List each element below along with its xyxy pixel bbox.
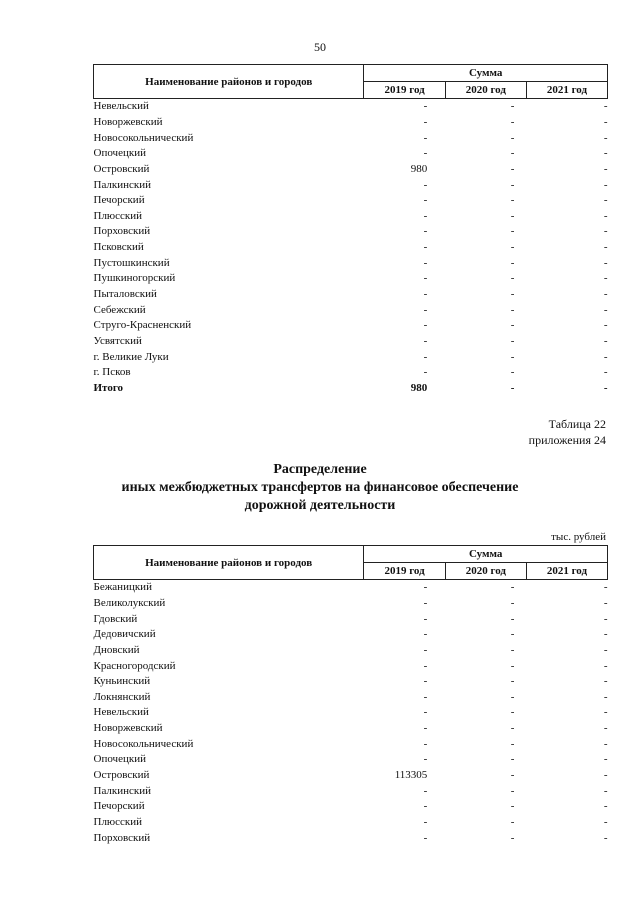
value-2021: - [603, 737, 608, 750]
value-2020: - [510, 162, 515, 175]
value-2020: - [510, 100, 515, 113]
district-name: Пустошкинский [93, 256, 170, 269]
table-body [94, 580, 608, 846]
value-2020: - [510, 831, 515, 844]
value-2020: - [510, 334, 515, 347]
value-2019: - [423, 100, 428, 113]
value-2021: - [603, 131, 608, 144]
total-row [94, 381, 608, 397]
value-2019: - [423, 366, 428, 379]
value-2021: - [603, 769, 608, 781]
district-name: Новосокольнический [93, 737, 194, 750]
value-2021: - [603, 319, 608, 332]
district-name: Пыталовский [93, 288, 157, 300]
value-2020: - [510, 706, 515, 719]
value-2021: - [603, 381, 608, 394]
value-2020: - [510, 612, 515, 625]
table-row [94, 162, 608, 178]
table-row [94, 318, 608, 334]
value-2021: - [603, 100, 608, 113]
unit-label: тыс. рублей [551, 531, 606, 543]
column-header-2021: 2021 год [526, 563, 607, 580]
value-2020: - [510, 366, 515, 379]
value-2019: - [423, 706, 428, 719]
column-header-2020: 2020 год [445, 563, 526, 580]
value-2021: - [603, 115, 608, 128]
value-2019: - [423, 800, 428, 813]
district-name: Псковский [93, 241, 144, 254]
value-2019: - [423, 115, 428, 128]
district-name: Островский [93, 162, 150, 175]
value-2020: - [510, 178, 515, 191]
value-2021: - [603, 628, 608, 641]
district-name: Печорский [93, 800, 145, 813]
table-number: Таблица 22 [548, 417, 606, 431]
value-2020: - [510, 272, 515, 285]
value-2019: - [423, 334, 428, 347]
district-name: Плюсский [93, 209, 143, 222]
value-2020: - [510, 784, 515, 797]
value-2019: - [423, 831, 428, 844]
value-2021: - [603, 350, 608, 363]
table-row [94, 799, 608, 815]
value-2019: 113305 [394, 769, 428, 781]
table-row [94, 99, 608, 115]
district-name: Усвятский [93, 334, 142, 347]
value-2021: - [603, 225, 608, 238]
value-2020: - [510, 319, 515, 332]
district-name: Итого [93, 381, 124, 394]
value-2021: - [603, 706, 608, 719]
table-row [94, 689, 608, 705]
table-row [94, 208, 608, 224]
value-2020: - [510, 581, 515, 594]
value-2020: - [510, 381, 515, 394]
table-row [94, 130, 608, 146]
value-2019: - [423, 178, 428, 191]
value-2021: - [603, 256, 608, 269]
value-2021: - [603, 815, 608, 828]
table-row [94, 580, 608, 596]
value-2019: - [423, 815, 428, 828]
value-2019: 980 [410, 162, 428, 175]
value-2019: - [423, 596, 428, 609]
value-2020: - [510, 256, 515, 269]
value-2019: - [423, 272, 428, 285]
district-name: Порховский [93, 225, 151, 238]
value-2021: - [603, 162, 608, 175]
value-2019: - [423, 194, 428, 207]
value-2021: - [603, 659, 608, 672]
value-2020: - [510, 288, 515, 300]
value-2020: - [510, 194, 515, 207]
value-2020: - [510, 350, 515, 363]
district-name: Невельский [93, 706, 149, 719]
table-row [94, 658, 608, 674]
table-row [94, 349, 608, 365]
value-2019: 980 [410, 381, 428, 394]
value-2020: - [510, 722, 515, 735]
value-2020: - [510, 303, 515, 316]
table-row [94, 815, 608, 831]
district-name: Порховский [93, 831, 151, 844]
district-name: Бежаницкий [93, 581, 152, 594]
district-name: Новоржевский [93, 115, 163, 128]
value-2021: - [603, 675, 608, 688]
value-2019: - [423, 131, 428, 144]
table-row [94, 674, 608, 690]
value-2021: - [603, 722, 608, 735]
district-name: Новоржевский [93, 722, 163, 735]
value-2020: - [510, 147, 515, 160]
table-row [94, 334, 608, 350]
district-name: Локнянский [93, 690, 151, 703]
value-2019: - [423, 303, 428, 316]
district-name: Дедовичский [93, 628, 156, 641]
value-2020: - [510, 800, 515, 813]
table-row [94, 240, 608, 256]
value-2021: - [603, 753, 608, 766]
value-2020: - [510, 241, 515, 254]
district-name: г. Псков [93, 366, 131, 379]
table-row [94, 115, 608, 131]
district-name: Плюсский [93, 815, 143, 828]
table-row [94, 271, 608, 287]
value-2019: - [423, 350, 428, 363]
table-row [94, 596, 608, 612]
value-2019: - [423, 147, 428, 160]
table-row [94, 177, 608, 193]
value-2021: - [603, 303, 608, 316]
table-row [94, 768, 608, 784]
value-2021: - [603, 690, 608, 703]
table-row [94, 224, 608, 240]
table-row [94, 287, 608, 303]
title-line-1: Распределение [273, 462, 367, 477]
value-2021: - [603, 272, 608, 285]
district-name: Островский [93, 769, 150, 781]
district-name: Гдовский [93, 612, 138, 625]
district-name: Опочецкий [93, 753, 146, 766]
value-2019: - [423, 722, 428, 735]
value-2021: - [603, 334, 608, 347]
value-2019: - [423, 753, 428, 766]
value-2020: - [510, 769, 515, 781]
value-2020: - [510, 596, 515, 609]
column-header-2019: 2019 год [364, 563, 446, 580]
table-row [94, 302, 608, 318]
title-line-3: дорожной деятельности [244, 498, 396, 513]
value-2020: - [510, 815, 515, 828]
value-2021: - [603, 831, 608, 844]
value-2021: - [603, 643, 608, 656]
table-reference [529, 416, 606, 448]
value-2019: - [423, 225, 428, 238]
value-2019: - [423, 288, 428, 300]
value-2019: - [423, 612, 428, 625]
value-2019: - [423, 659, 428, 672]
value-2020: - [510, 131, 515, 144]
table-row [94, 830, 608, 846]
title-line-2: иных межбюджетных трансфертов на финансовое обеспечение [121, 480, 519, 495]
value-2019: - [423, 628, 428, 641]
district-name: Себежский [93, 303, 146, 316]
value-2021: - [603, 581, 608, 594]
value-2021: - [603, 288, 608, 300]
table-row [94, 365, 608, 381]
district-name: Палкинский [93, 178, 152, 191]
district-name: Палкинский [93, 784, 152, 797]
district-name: Невельский [93, 100, 149, 113]
section-title [0, 461, 640, 515]
column-header-2021: 2021 год [526, 82, 607, 99]
table-row [94, 783, 608, 799]
value-2019: - [423, 675, 428, 688]
district-name: Новосокольнический [93, 131, 194, 144]
appendix-number: приложения 24 [528, 433, 606, 447]
value-2019: - [423, 241, 428, 254]
column-header-name: Наименование районов и городов [94, 546, 364, 580]
value-2019: - [423, 643, 428, 656]
table-row [94, 146, 608, 162]
table-transfers-2 [93, 545, 608, 846]
value-2019: - [423, 737, 428, 750]
value-2021: - [603, 596, 608, 609]
table-row [94, 611, 608, 627]
page-number: 50 [314, 40, 326, 54]
value-2020: - [510, 225, 515, 238]
district-name: Опочецкий [93, 147, 146, 160]
district-name: г. Великие Луки [93, 350, 169, 363]
value-2021: - [603, 784, 608, 797]
value-2019: - [423, 209, 428, 222]
column-header-2020: 2020 год [445, 82, 526, 99]
table-body [94, 99, 608, 397]
table-row [94, 255, 608, 271]
value-2021: - [603, 147, 608, 160]
district-name: Куньинский [93, 675, 151, 688]
column-header-sum: Сумма [364, 546, 608, 563]
district-name: Печорский [93, 194, 145, 207]
value-2020: - [510, 753, 515, 766]
value-2019: - [423, 256, 428, 269]
table-row [94, 721, 608, 737]
value-2020: - [510, 737, 515, 750]
district-name: Пушкиногорский [93, 272, 176, 285]
value-2021: - [603, 241, 608, 254]
value-2020: - [510, 690, 515, 703]
district-name: Струго-Красненский [93, 319, 192, 332]
value-2021: - [603, 612, 608, 625]
value-2021: - [603, 209, 608, 222]
column-header-2019: 2019 год [364, 82, 445, 99]
district-name: Красногородский [93, 659, 176, 672]
district-name: Великолукский [93, 596, 166, 609]
column-header-sum: Сумма [364, 65, 608, 82]
value-2019: - [423, 690, 428, 703]
value-2019: - [423, 784, 428, 797]
value-2021: - [603, 366, 608, 379]
value-2019: - [423, 319, 428, 332]
value-2020: - [510, 643, 515, 656]
district-name: Дновский [93, 643, 140, 656]
table-row [94, 643, 608, 659]
column-header-name: Наименование районов и городов [94, 65, 364, 99]
value-2021: - [603, 800, 608, 813]
table-transfers-1 [93, 64, 608, 396]
value-2021: - [603, 194, 608, 207]
table-row [94, 627, 608, 643]
table-row [94, 705, 608, 721]
value-2020: - [510, 209, 515, 222]
table-row [94, 193, 608, 209]
value-2021: - [603, 178, 608, 191]
value-2020: - [510, 115, 515, 128]
table-row [94, 752, 608, 768]
value-2020: - [510, 628, 515, 641]
value-2019: - [423, 581, 428, 594]
value-2020: - [510, 659, 515, 672]
value-2020: - [510, 675, 515, 688]
table-row [94, 736, 608, 752]
